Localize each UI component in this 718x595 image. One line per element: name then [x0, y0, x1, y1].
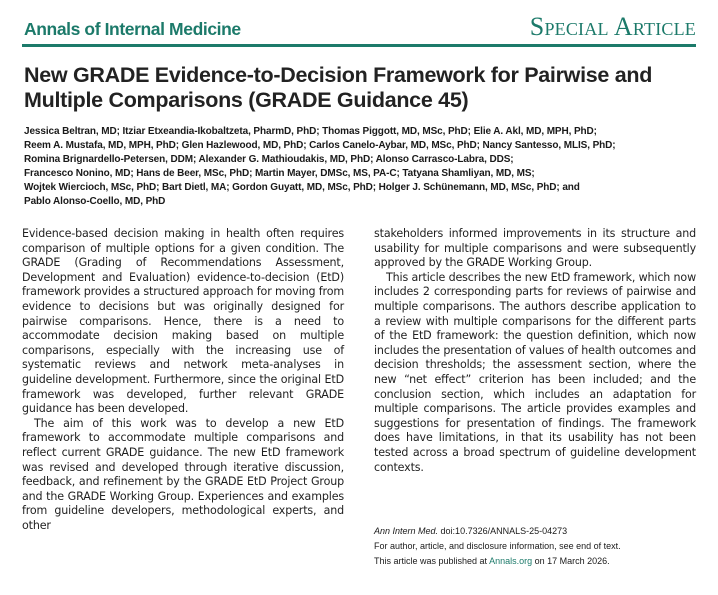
journal-name: Annals of Internal Medicine	[24, 19, 241, 39]
abstract-paragraph: Evidence-based decision making in health often requires comparison of multiple options for a given condition. The GRADE (Grading of Recommendations Assessment, Development and Evaluation) evidence-to-decision (EtD) framework provides a structured approach for moving from evidence to decisions but was originally designed for pairwise comparisons. Hence, there is a need to accommodate decision making based on multiple comparisons, especially with the increasing use of systematic reviews and network meta-analyses in guideline development. Furthermore, since the original EtD framework was developed, further relevant GRADE guidance has been developed.	[22, 227, 344, 416]
author-list	[24, 125, 704, 209]
citation-line	[374, 524, 704, 539]
abstract-paragraph: The aim of this work was to develop a new EtD framework to accommodate multiple comparisons and reflect current GRADE guidance. The new EtD framework was revised and developed through iterative discussion, feedback, and refinement by the GRADE EtD Project Group and the GRADE Working Group. Experiences and examples from guideline developers, methodological experts, and other	[22, 416, 344, 532]
title-line: Multiple Comparisons (GRADE Guidance 45)	[24, 88, 469, 112]
author-line: Pablo Alonso-Coello, MD, PhD	[24, 196, 166, 207]
abstract-left-column	[22, 227, 344, 533]
abstract-paragraph: This article describes the new EtD framework, which now includes 2 corresponding parts for reviews of pairwise and multiple comparisons. The authors describe application to a review with multiple comparisons for the different parts of the EtD framework: the question definition, which now includes the presentation of values of health outcomes and decision thresholds; the assessment section, where the new “net effect” criterion has been included; and the conclusion section, which includes an adaptation for multiple comparisons. The article provides examples and suggestions for presentation of findings. The framework does have limitations, in that its usability has not been tested across a broad spectrum of guideline development contexts.	[374, 270, 696, 474]
journal-abbreviation: Ann Intern Med.	[374, 526, 439, 536]
abstract-paragraph: stakeholders informed improvements in its structure and usability for multiple comparisons and were subsequently approved by the GRADE Working Group.	[374, 227, 696, 270]
disclosure-note: For author, article, and disclosure information, see end of text.	[374, 541, 621, 551]
author-line: Romina Brignardello-Petersen, DDM; Alexander G. Mathioudakis, MD, PhD; Alonso Carrasco-Labra, DDS;	[24, 154, 514, 165]
header-rule	[22, 44, 696, 47]
abstract-right-column	[374, 227, 696, 475]
article-title	[24, 63, 704, 113]
section-label: Special Article	[529, 12, 696, 41]
author-line: Jessica Beltran, MD; Itziar Etxeandia-Ikobaltzeta, PharmD, PhD; Thomas Piggott, MD, MSc, PhD; Elie A. Akl, MD, MPH, PhD;	[24, 126, 597, 137]
author-line: Wojtek Wiercioch, MSc, PhD; Bart Dietl, MA; Gordon Guyatt, MD, MSc, PhD; Holger J. Schünemann, MD, MSc, PhD; and	[24, 182, 580, 193]
citation-block	[374, 524, 704, 569]
published-suffix: on 17 March 2026.	[532, 556, 610, 566]
author-line: Francesco Nonino, MD; Hans de Beer, MSc, PhD; Martin Mayer, DMSc, MS, PA-C; Tatyana Shamliyan, MD, MS;	[24, 168, 535, 179]
author-line: Reem A. Mustafa, MD, MPH, PhD; Glen Hazlewood, MD, PhD; Carlos Canelo-Aybar, MD, MSc, PhD; Nancy Santesso, MLIS, PhD;	[24, 140, 616, 151]
title-line: New GRADE Evidence-to-Decision Framework for Pairwise and	[24, 63, 653, 87]
doi-text: doi:10.7326/ANNALS-25-04273	[438, 526, 568, 536]
annals-site-link[interactable]: Annals.org	[489, 556, 533, 566]
published-prefix: This article was published at	[374, 556, 490, 566]
published-note	[374, 554, 704, 569]
